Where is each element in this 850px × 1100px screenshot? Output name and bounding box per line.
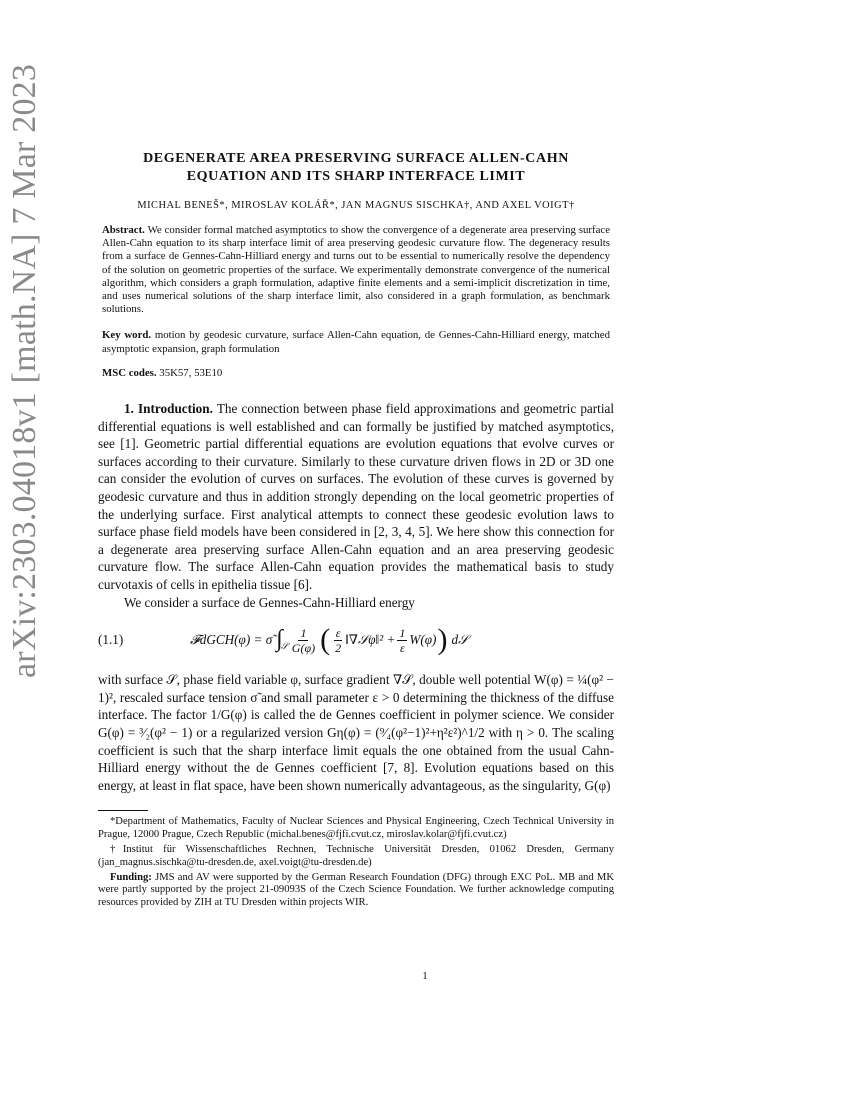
abstract-label: Abstract. — [102, 224, 145, 236]
equation-tail: W(φ) — [409, 632, 437, 648]
fraction-2-denominator: 2 — [335, 640, 342, 655]
right-paren: ) — [437, 623, 448, 657]
fraction-3-numerator: 1 — [399, 625, 406, 640]
footnote-funding — [98, 872, 614, 910]
abstract — [98, 224, 614, 316]
keywords — [98, 329, 614, 355]
funding-text: JMS and AV were supported by the German Research Foundation (DFG) through EXC PoL. MB and MK were partly supported by the project 21-09093S of the Czech Science Foundation. We further acknowledge computing resources provided by ZIH at TU Dresden within projects WIR. — [98, 871, 614, 909]
introduction-section — [98, 400, 614, 794]
funding-label: Funding: — [110, 871, 152, 883]
fraction-1 — [290, 626, 317, 655]
left-paren: ( — [320, 623, 331, 657]
page-number: 1 — [422, 970, 428, 982]
keywords-label: Key word. — [102, 329, 152, 342]
equation-lhs: 𝓕dGCH(φ) = σ̃ — [190, 632, 273, 648]
paper-title — [98, 150, 614, 186]
fraction-1-denominator: G(φ) — [291, 640, 316, 655]
fraction-3 — [397, 626, 407, 655]
integral-sign: ∫ — [276, 626, 283, 653]
equation-body — [190, 621, 468, 659]
msc-codes — [98, 367, 614, 380]
section-heading: 1. Introduction. — [124, 401, 213, 417]
fraction-3-denominator: ε — [399, 640, 405, 655]
equation-1-1 — [98, 621, 614, 659]
msc-label: MSC codes. — [102, 366, 157, 379]
intro-paragraph-1-text: The connection between phase field approximations and geometric partial differential equations is well established and can formally be justified by matched asymptotics, see [1]. Geometric partial differential equations are evolution equations that evolve curves or surfaces according to their curvature. Similarly to these curvature driven flows in 2D or 3D one can consider the evolution of curves on surfaces. The evolution of these curves is governed by geodesic curvature and thus in addition strongly depending on the local geometric properties of the underlying surface. First analytical attempts to connect these geodesic evolution laws to surface phase field models have been considered in [2, 3, 4, 5]. We here show this connection for a degenerate area preserving surface Allen-Cahn equation and an area preserving geodesic curvature flow. The surface Allen-Cahn equation provides the mathematical basis to study curvotaxis of cells in epithelia tissue [6]. — [98, 401, 615, 592]
arxiv-identifier-stamp: arXiv:2303.04018v1 [math.NA] 7 Mar 2023 — [6, 63, 43, 678]
intro-paragraph-1 — [98, 400, 614, 594]
footnote-affiliation-dresden: †Institut für Wissenschaftliches Rechnen, Technische Universität Dresden, 01062 Dresden, Germany (jan_magnus.sischka@tu-dresden.de, axel.voigt@tu-dresden.de) — [98, 843, 614, 868]
fraction-1-numerator: 1 — [300, 625, 307, 640]
footnote-divider — [98, 810, 148, 811]
author-list: MICHAL BENEŠ*, MIROSLAV KOLÁŘ*, JAN MAGNUS SISCHKA†, AND AXEL VOIGT† — [137, 200, 575, 211]
keywords-text: motion by geodesic curvature, surface Allen-Cahn equation, de Gennes-Cahn-Hilliard energy, matched asymptotic expansion, graph formulation — [102, 329, 610, 355]
footnotes — [98, 816, 614, 910]
title-line-2: EQUATION AND ITS SHARP INTERFACE LIMIT — [186, 169, 526, 184]
title-line-1: DEGENERATE AREA PRESERVING SURFACE ALLEN-CAHN — [143, 151, 569, 166]
footnote-affiliation-prague: *Department of Mathematics, Faculty of Nuclear Sciences and Physical Engineering, Czech Technical University in Prague, 12000 Prague, Czech Republic (michal.benes@fjfi.cvut.cz, miroslav.kolar@fjfi.cvut.cz) — [98, 816, 614, 841]
equation-number: (1.1) — [98, 632, 124, 648]
fraction-2 — [333, 626, 343, 655]
paper-page — [98, 150, 614, 912]
integral-domain: 𝒮 — [280, 641, 288, 652]
equation-measure: d𝒮 — [451, 632, 469, 648]
intro-paragraph-2: We consider a surface de Gennes-Cahn-Hilliard energy — [124, 594, 415, 610]
post-equation-paragraph: with surface 𝒮, phase field variable φ, surface gradient ∇𝒮, double well potential W(φ) = ¼(φ² − 1)², rescaled surface tension σ̃ and small parameter ε > 0 determining the thickness of the diffuse interface. The factor 1/G(φ) is called the de Gennes coefficient in polymer science. We consider G(φ) = ³⁄₂(φ² − 1) or a regularized version Gη(φ) = (⁹⁄₄(φ²−1)²+η²ε²)^1/2 with η > 0. The scaling coefficient is such that the sharp interface limit equals the one obtained from the usual Cahn-Hilliard energy without the de Gennes coefficient [7, 8]. Evolution equations based on this energy, at least in flat space, have been shown numerically advantageous, as the singularity, G(φ) — [98, 672, 614, 793]
fraction-2-numerator: ε — [335, 625, 341, 640]
msc-text: 35K57, 53E10 — [159, 366, 223, 379]
equation-middle: ‖∇𝒮φ‖² + — [345, 632, 396, 648]
abstract-text: We consider formal matched asymptotics to show the convergence of a degenerate area preserving surface Allen-Cahn equation to its sharp interface limit of area preserving geodesic curvature flow. The degeneracy results from a surface de Gennes-Cahn-Hilliard energy and turns out to be essential to numerically resolve the dependency of the solution on geometric properties of the surface. We experimentally demonstrate convergence of the numerical algorithm, which considers a graph formulation, adaptive finite elements and a semi-implicit discretization in time, and uses numerical solutions of the sharp interface limit, also considered in a graph formulation, as benchmark solutions. — [102, 224, 610, 316]
